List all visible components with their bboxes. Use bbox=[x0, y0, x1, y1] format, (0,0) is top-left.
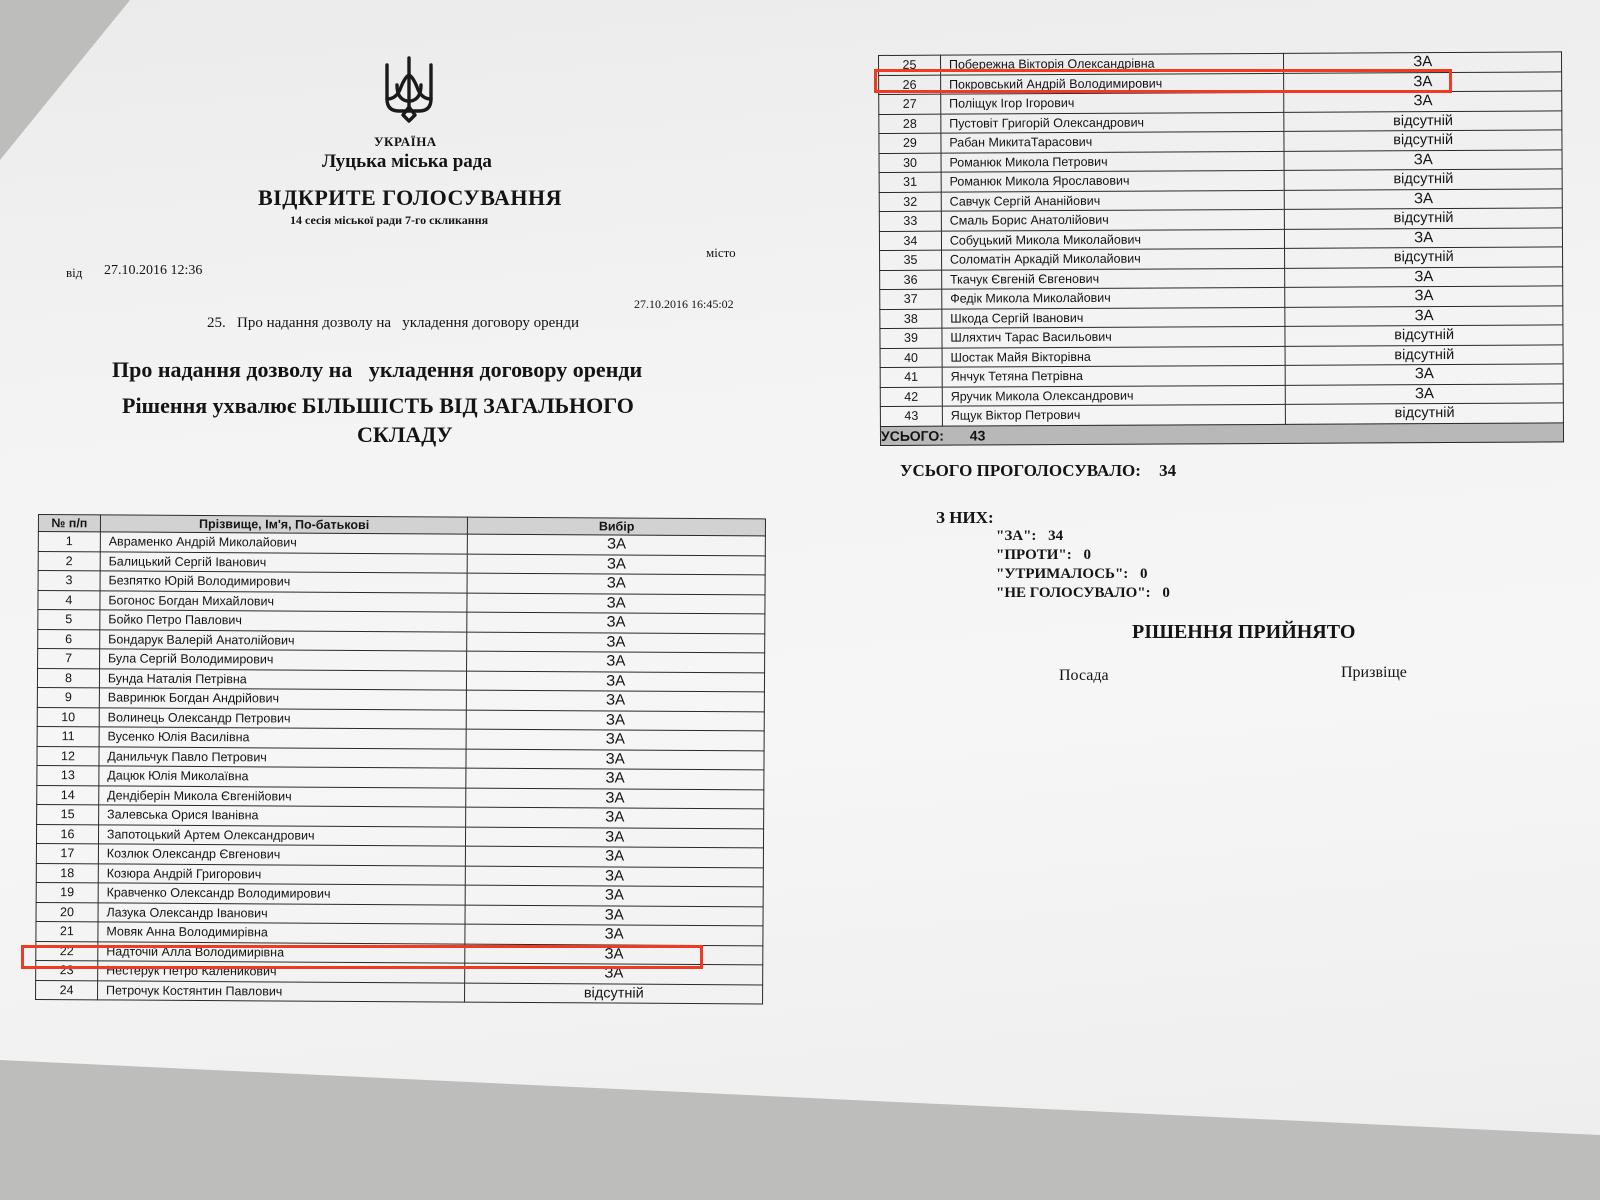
row-number: 16 bbox=[36, 824, 98, 844]
deputy-name: Безпятко Юрій Володимирович bbox=[100, 571, 468, 593]
deputy-name: Ящук Віктор Петрович bbox=[942, 404, 1286, 425]
row-number: 1 bbox=[38, 532, 100, 552]
against-count bbox=[996, 547, 1091, 564]
country-name: УКРАЇНА bbox=[374, 134, 437, 149]
row-number: 8 bbox=[37, 668, 99, 688]
from-date: 27.10.2016 12:36 bbox=[104, 263, 203, 278]
row-number: 14 bbox=[37, 785, 99, 805]
row-number: 3 bbox=[38, 571, 100, 591]
row-number: 13 bbox=[37, 765, 99, 785]
deputy-name: Запотоцький Артем Олександрович bbox=[98, 824, 466, 846]
row-number: 38 bbox=[880, 309, 942, 329]
novote-value: 0 bbox=[1162, 585, 1170, 601]
deputy-name: Дацюк Юлія Миколаївна bbox=[99, 766, 467, 788]
vote-choice: ЗА bbox=[466, 768, 764, 789]
position-label: Посада bbox=[1059, 667, 1109, 684]
za-label: "ЗА": bbox=[996, 528, 1037, 544]
vote-choice: ЗА bbox=[1285, 266, 1563, 287]
row-number: 6 bbox=[38, 629, 100, 649]
agenda-item: 25. Про надання дозволу на укладення договору оренди bbox=[207, 315, 579, 331]
votes-left-body bbox=[36, 532, 766, 1004]
za-count bbox=[996, 528, 1063, 545]
total-value: 43 bbox=[969, 427, 986, 444]
vote-choice: ЗА bbox=[466, 788, 764, 809]
total-voted-value: 34 bbox=[1159, 461, 1177, 480]
vote-choice: відсутній bbox=[1285, 247, 1563, 268]
row-number: 37 bbox=[880, 289, 942, 309]
vote-timestamp: 27.10.2016 16:45:02 bbox=[634, 297, 734, 311]
row-number: 40 bbox=[880, 348, 942, 368]
votes-table-left bbox=[35, 514, 766, 1004]
za-value: 34 bbox=[1048, 528, 1064, 544]
vote-choice: ЗА bbox=[467, 690, 765, 711]
total-cell bbox=[880, 422, 1563, 445]
deputy-name: Бондарук Валерій Анатолійович bbox=[100, 629, 468, 651]
row-number: 39 bbox=[880, 328, 942, 348]
row-number: 24 bbox=[36, 980, 98, 1000]
highlight-row-22 bbox=[21, 945, 703, 969]
deputy-name: Ткачук Євгеній Євгенович bbox=[942, 268, 1286, 289]
deputy-name: Нестерук Петро Каленикович bbox=[98, 961, 466, 983]
row-number: 11 bbox=[37, 726, 99, 746]
row-number: 41 bbox=[880, 367, 942, 387]
council-name: Луцька міська рада bbox=[322, 151, 492, 172]
vote-choice: ЗА bbox=[1285, 305, 1563, 326]
row-number: 17 bbox=[36, 843, 98, 863]
deputy-name: Козлюк Олександр Євгенович bbox=[98, 844, 466, 866]
decision-result: РІШЕННЯ ПРИЙНЯТО bbox=[1132, 621, 1356, 643]
total-label: УСЬОГО: bbox=[880, 427, 944, 444]
vote-choice: ЗА bbox=[1285, 188, 1563, 209]
row-number: 9 bbox=[37, 687, 99, 707]
deputy-name: Дендіберін Микола Євгенійович bbox=[99, 785, 467, 807]
vote-choice: ЗА bbox=[1284, 149, 1562, 170]
deputy-name: Данильчук Павло Петрович bbox=[99, 746, 467, 768]
vote-choice: відсутній bbox=[1285, 325, 1563, 346]
from-label: від bbox=[66, 265, 83, 280]
vote-choice: відсутній bbox=[1285, 169, 1563, 190]
vote-choice: відсутній bbox=[1284, 130, 1562, 151]
deputy-name: Мовяк Анна Володимирівна bbox=[98, 922, 466, 944]
novote-count bbox=[996, 585, 1170, 602]
votes-table-right bbox=[878, 51, 1564, 446]
vote-choice: ЗА bbox=[467, 593, 765, 614]
deputy-name: Романюк Микола Ярославович bbox=[941, 170, 1285, 191]
row-number: 30 bbox=[879, 153, 941, 173]
vote-choice: ЗА bbox=[1286, 364, 1564, 385]
deputy-name: Соломатін Аркадій Миколайович bbox=[941, 248, 1285, 269]
row-number: 7 bbox=[38, 649, 100, 669]
deputy-name: Вусенко Юлія Василівна bbox=[99, 727, 467, 749]
row-number: 43 bbox=[880, 406, 942, 426]
deputy-name: Рабан МикитаТарасович bbox=[941, 131, 1285, 152]
row-number: 26 bbox=[879, 75, 941, 95]
deputy-name: Поліщук Ігор Ігорович bbox=[941, 92, 1285, 113]
total-voted-label: УСЬОГО ПРОГОЛОСУВАЛО: bbox=[900, 461, 1141, 480]
row-number: 2 bbox=[38, 551, 100, 571]
row-number: 35 bbox=[880, 250, 942, 270]
vote-choice: ЗА bbox=[1284, 91, 1562, 112]
deputy-name: Бунда Наталія Петрівна bbox=[99, 668, 467, 690]
city-label: місто bbox=[706, 245, 736, 260]
deputy-name: Федік Микола Миколайович bbox=[942, 287, 1286, 308]
against-value: 0 bbox=[1083, 547, 1091, 563]
deputy-name: Кравченко Олександр Володимирович bbox=[98, 883, 466, 905]
deputy-name: Покровський Андрій Володимирович bbox=[940, 73, 1284, 94]
vote-choice: ЗА bbox=[467, 710, 765, 731]
deputy-name: Лазука Олександр Іванович bbox=[98, 902, 466, 924]
deputy-name: Побережна Вікторія Олександрівна bbox=[940, 53, 1284, 74]
row-number: 28 bbox=[879, 114, 941, 134]
vote-choice: ЗА bbox=[467, 612, 765, 633]
highlight-row-26 bbox=[874, 69, 1452, 93]
vote-choice: ЗА bbox=[1285, 227, 1563, 248]
vote-choice: ЗА bbox=[465, 905, 763, 926]
header-name: Прізвище, Ім'я, По-батькові bbox=[100, 515, 468, 534]
vote-choice: ЗА bbox=[466, 885, 764, 906]
abstain-count bbox=[996, 566, 1148, 583]
deputy-name: Вавринюк Богдан Андрійович bbox=[99, 688, 467, 710]
deputy-name: Богонос Богдан Михайлович bbox=[100, 590, 468, 612]
vote-choice: ЗА bbox=[466, 749, 764, 770]
total-row bbox=[880, 422, 1563, 445]
vote-choice: ЗА bbox=[467, 671, 765, 692]
abstain-value: 0 bbox=[1140, 566, 1148, 582]
deputy-name: Надточій Алла Володимирівна bbox=[98, 941, 466, 963]
decision-rule-line1: Рішення ухвалює БІЛЬШІСТЬ ВІД ЗАГАЛЬНОГО bbox=[122, 393, 634, 418]
deputy-name: Яручик Микола Олександрович bbox=[942, 385, 1286, 406]
vote-choice: ЗА bbox=[466, 827, 764, 848]
document-title: ВІДКРИТЕ ГОЛОСУВАННЯ bbox=[258, 185, 562, 210]
row-number: 25 bbox=[879, 55, 941, 75]
deputy-name: Смаль Борис Анатолійович bbox=[941, 209, 1285, 230]
deputy-name: Шкода Сергій Іванович bbox=[942, 307, 1286, 328]
row-number: 22 bbox=[36, 941, 98, 961]
novote-label: "НЕ ГОЛОСУВАЛО": bbox=[996, 585, 1151, 601]
deputy-name: Собуцький Микола Миколайович bbox=[941, 229, 1285, 250]
deputy-name: Бойко Петро Павлович bbox=[100, 610, 468, 632]
vote-choice: ЗА bbox=[465, 924, 763, 945]
deputy-name: Савчук Сергій Ананійович bbox=[941, 190, 1285, 211]
vote-choice: ЗА bbox=[1285, 286, 1563, 307]
row-number: 34 bbox=[879, 231, 941, 251]
deputy-name: Балицький Сергій Іванович bbox=[100, 551, 468, 573]
vote-choice: відсутній bbox=[1285, 208, 1563, 229]
row-number: 5 bbox=[38, 610, 100, 630]
row-number: 18 bbox=[36, 863, 98, 883]
vote-choice: ЗА bbox=[468, 534, 766, 555]
resolution-title: Про надання дозволу на укладення договору оренди bbox=[112, 357, 643, 382]
surname-label: Призвіще bbox=[1341, 664, 1407, 681]
deputy-name: Янчук Тетяна Петрівна bbox=[942, 365, 1286, 386]
vote-choice: відсутній bbox=[1284, 110, 1562, 131]
trident-icon bbox=[381, 55, 437, 123]
vote-choice: відсутній bbox=[1286, 403, 1564, 424]
table-row bbox=[36, 980, 763, 1004]
row-number: 32 bbox=[879, 192, 941, 212]
vote-choice: ЗА bbox=[1284, 52, 1562, 73]
deputy-name: Шляхтич Тарас Васильович bbox=[942, 326, 1286, 347]
row-number: 4 bbox=[38, 590, 100, 610]
vote-choice: ЗА bbox=[1286, 383, 1564, 404]
deputy-name: Козюра Андрій Григорович bbox=[98, 863, 466, 885]
vote-choice: ЗА bbox=[465, 963, 763, 984]
row-number: 27 bbox=[879, 94, 941, 114]
row-number: 29 bbox=[879, 133, 941, 153]
row-number: 31 bbox=[879, 172, 941, 192]
vote-choice: ЗА bbox=[466, 807, 764, 828]
vote-choice: ЗА bbox=[466, 866, 764, 887]
row-number: 19 bbox=[36, 882, 98, 902]
deputy-name: Залевська Орися Іванівна bbox=[99, 805, 467, 827]
row-number: 15 bbox=[37, 804, 99, 824]
votes-right-body bbox=[879, 52, 1564, 426]
abstain-label: "УТРИМАЛОСЬ": bbox=[996, 566, 1129, 582]
row-number: 36 bbox=[880, 270, 942, 290]
row-number: 10 bbox=[37, 707, 99, 727]
of-them-label: З НИХ: bbox=[936, 508, 994, 527]
vote-choice: ЗА bbox=[467, 651, 765, 672]
row-number: 20 bbox=[36, 902, 98, 922]
total-voted bbox=[900, 461, 1176, 481]
vote-choice: ЗА bbox=[466, 729, 764, 750]
row-number: 12 bbox=[37, 746, 99, 766]
deputy-name: Романюк Микола Петрович bbox=[941, 151, 1285, 172]
header-choice: Вибір bbox=[468, 517, 766, 536]
decision-rule-line2: СКЛАДУ bbox=[357, 422, 453, 447]
vote-choice: ЗА bbox=[465, 944, 763, 965]
header-number: № п/п bbox=[38, 515, 100, 532]
vote-choice: ЗА bbox=[467, 632, 765, 653]
row-number: 21 bbox=[36, 921, 98, 941]
row-number: 23 bbox=[36, 960, 98, 980]
vote-choice: ЗА bbox=[466, 846, 764, 867]
row-number: 42 bbox=[880, 387, 942, 407]
deputy-name: Була Сергій Володимирович bbox=[99, 649, 467, 671]
session-info: 14 сесія міської ради 7-го скликання bbox=[290, 213, 489, 227]
vote-choice: ЗА bbox=[468, 554, 766, 575]
deputy-name: Петрочук Костянтин Павлович bbox=[97, 980, 465, 1002]
deputy-name: Шостак Майя Вікторівна bbox=[942, 346, 1286, 367]
vote-choice: відсутній bbox=[1285, 344, 1563, 365]
vote-choice: ЗА bbox=[1284, 71, 1562, 92]
vote-choice: ЗА bbox=[467, 573, 765, 594]
deputy-name: Авраменко Андрій Миколайович bbox=[100, 532, 468, 554]
against-label: "ПРОТИ": bbox=[996, 547, 1072, 563]
deputy-name: Пустовіт Григорій Олександрович bbox=[941, 112, 1285, 133]
vote-choice: відсутній bbox=[465, 983, 763, 1004]
row-number: 33 bbox=[879, 211, 941, 231]
deputy-name: Волинець Олександр Петрович bbox=[99, 707, 467, 729]
